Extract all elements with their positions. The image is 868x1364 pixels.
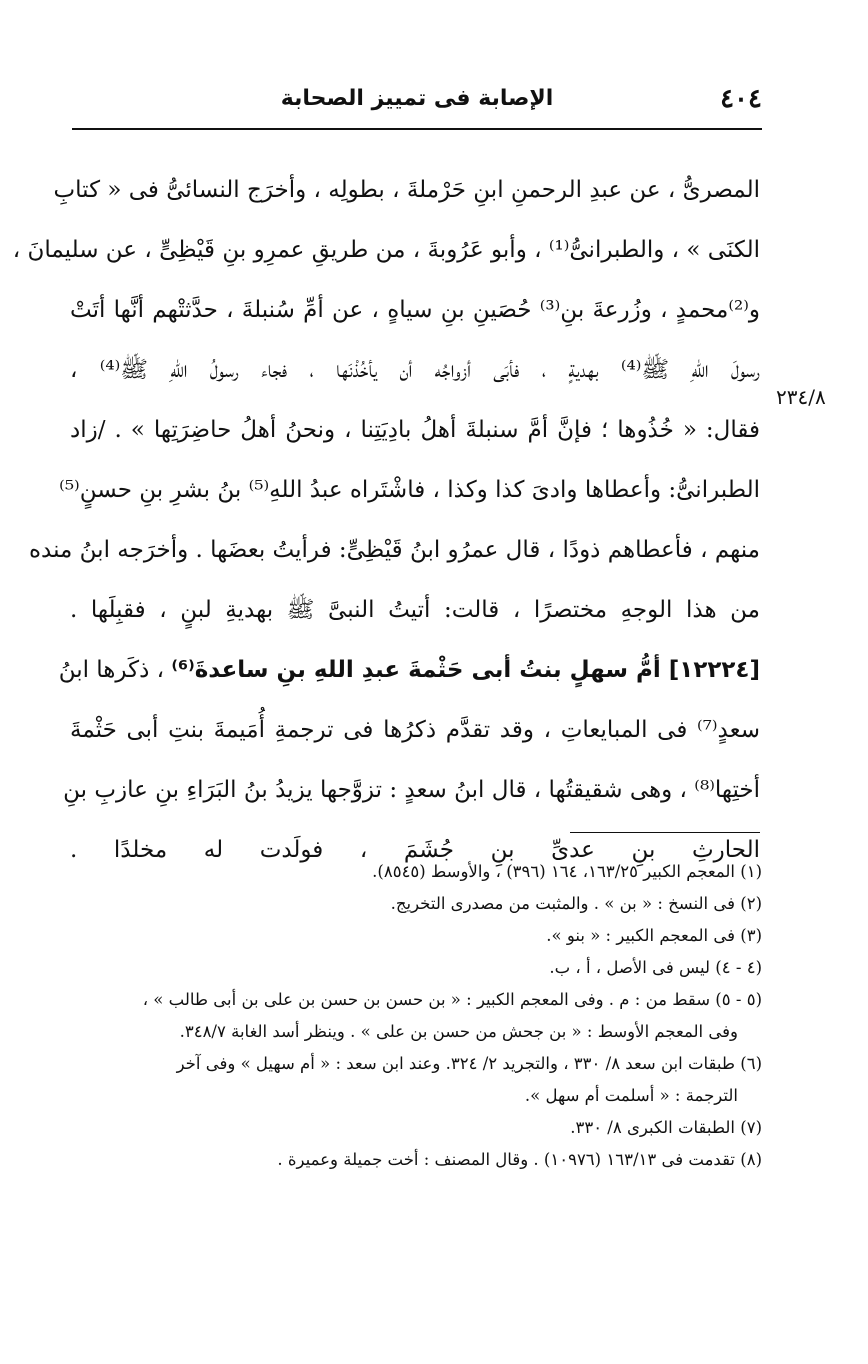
text-line: الحارثِ بنِ عدىِّ بنِ جُشَمَ ، فولَدت له مخلدًا .: [70, 837, 760, 863]
entry-heading-rest: ، ذكَرها ابنُ: [58, 657, 172, 683]
text-line: الطبرانىُّ: وأعطاها وادىَ كذا وكذا ، فاشْتَراه عبدُ اللهِ⁽⁵⁾ بنُ بشرِ بنِ حسنٍ⁽⁵⁾: [59, 477, 760, 503]
footnote: (٨) تقدمت فى ١٦٣/١٣ (١٠٩٧٦) . وقال المصنف : أخت جميلة وعميرة .: [277, 1150, 762, 1169]
page-header: [72, 84, 762, 118]
text-line: رسولَ اللهِ ﷺ⁽⁴⁾ بهديةٍ ، فأبَى أزواجُه أن يأخُذْنَها ، فجاء رسولُ اللهِ ﷺ⁽⁴⁾ ،: [70, 357, 760, 383]
text-line: من هذا الوجهِ مختصرًا ، قالت: أتيتُ النبىَّ ﷺ بهديةِ لبنٍ ، فقبِلَها .: [70, 597, 760, 623]
text-line: منهم ، فأعطاهم ذودًا ، قال عمرُو ابنُ قَيْظِىٍّ: فرأيتُ بعضَها . وأخرَجه ابنُ منده: [28, 537, 760, 563]
footnote: (١) المعجم الكبير ١٦٣/٢٥، ١٦٤ (٣٩٦) ، والأوسط (٨٥٤٥).: [372, 862, 762, 881]
entry-heading: [١٢٢٢٤] أمُّ سهلٍ بنتُ أبى حَثْمةَ عبدِ اللهِ بنِ ساعدةَ⁽⁶⁾: [171, 657, 760, 683]
footnote: (٦) طبقات ابن سعد ٨/ ٣٣٠ ، والتجريد ٢/ ٣٢٤. وعند ابن سعد : « أم سهيل » وفى آخر: [176, 1054, 762, 1073]
footnote: (٧) الطبقات الكبرى ٨/ ٣٣٠.: [570, 1118, 762, 1137]
header-rule: [72, 128, 762, 130]
footnote: (٤ - ٤) ليس فى الأصل ، أ ، ب.: [549, 958, 762, 977]
footnotes: [72, 856, 762, 1176]
margin-reference: ٢٣٤/٨: [776, 385, 826, 409]
running-title: الإصابة فى تمييز الصحابة: [280, 86, 554, 111]
footnote-rule: [570, 832, 760, 833]
footnote: (٥ - ٥) سقط من : م . وفى المعجم الكبير : « بن حسن بن حسن بن على بن أبى طالب » ،: [142, 990, 762, 1009]
text-line: سعدٍ⁽⁷⁾ فى المبايعاتِ ، وقد تقدَّم ذكرُها فى ترجمةِ أُمَيمةَ بنتِ أبى حَثْمةَ: [70, 717, 760, 743]
footnote-continuation: وفى المعجم الأوسط : « بن جحش من حسن بن على » . وينظر أسد الغابة ٣٤٨/٧.: [179, 1022, 738, 1041]
text-line: و⁽²⁾محمدٍ ، وزُرعةَ بنِ⁽³⁾ حُصَينِ بنِ سياهٍ ، عن أمِّ سُنبلةَ ، حدَّثتْهم أنَّها أتَتْ: [70, 297, 760, 323]
page-number: ٤٠٤: [720, 84, 762, 114]
footnote: (٢) فى النسخ : « بن » . والمثبت من مصدرى التخريج.: [390, 894, 762, 913]
entry-line: [58, 640, 760, 700]
main-text: [12, 160, 760, 880]
text-line: أختِها⁽⁸⁾ ، وهى شقيقتُها ، قال ابنُ سعدٍ : تزوَّجها يزيدُ بنُ البَرَاءِ بنِ عازبِ بنِ: [63, 777, 760, 803]
footnote-continuation: الترجمة : « أسلمت أم سهل ».: [524, 1086, 738, 1105]
text-line: المصرىُّ ، عن عبدِ الرحمنِ ابنِ حَرْملةَ ، بطولِه ، وأخرَج النسائىُّ فى « كتابِ: [53, 177, 760, 203]
text-line: الكنَى » ، والطبرانىُّ⁽¹⁾ ، وأبو عَرُوبةَ ، من طريقِ عمرِو بنِ قَيْظِىٍّ ، عن سليمانَ ،: [12, 237, 760, 263]
text-line: فقال: « خُذُوها ؛ فإنَّ أمَّ سنبلةَ أهلُ بادِيَتِنا ، ونحنُ أهلُ حاضِرَتِها » . /زاد: [70, 417, 760, 443]
footnote: (٣) فى المعجم الكبير : « بنو ».: [546, 926, 762, 945]
